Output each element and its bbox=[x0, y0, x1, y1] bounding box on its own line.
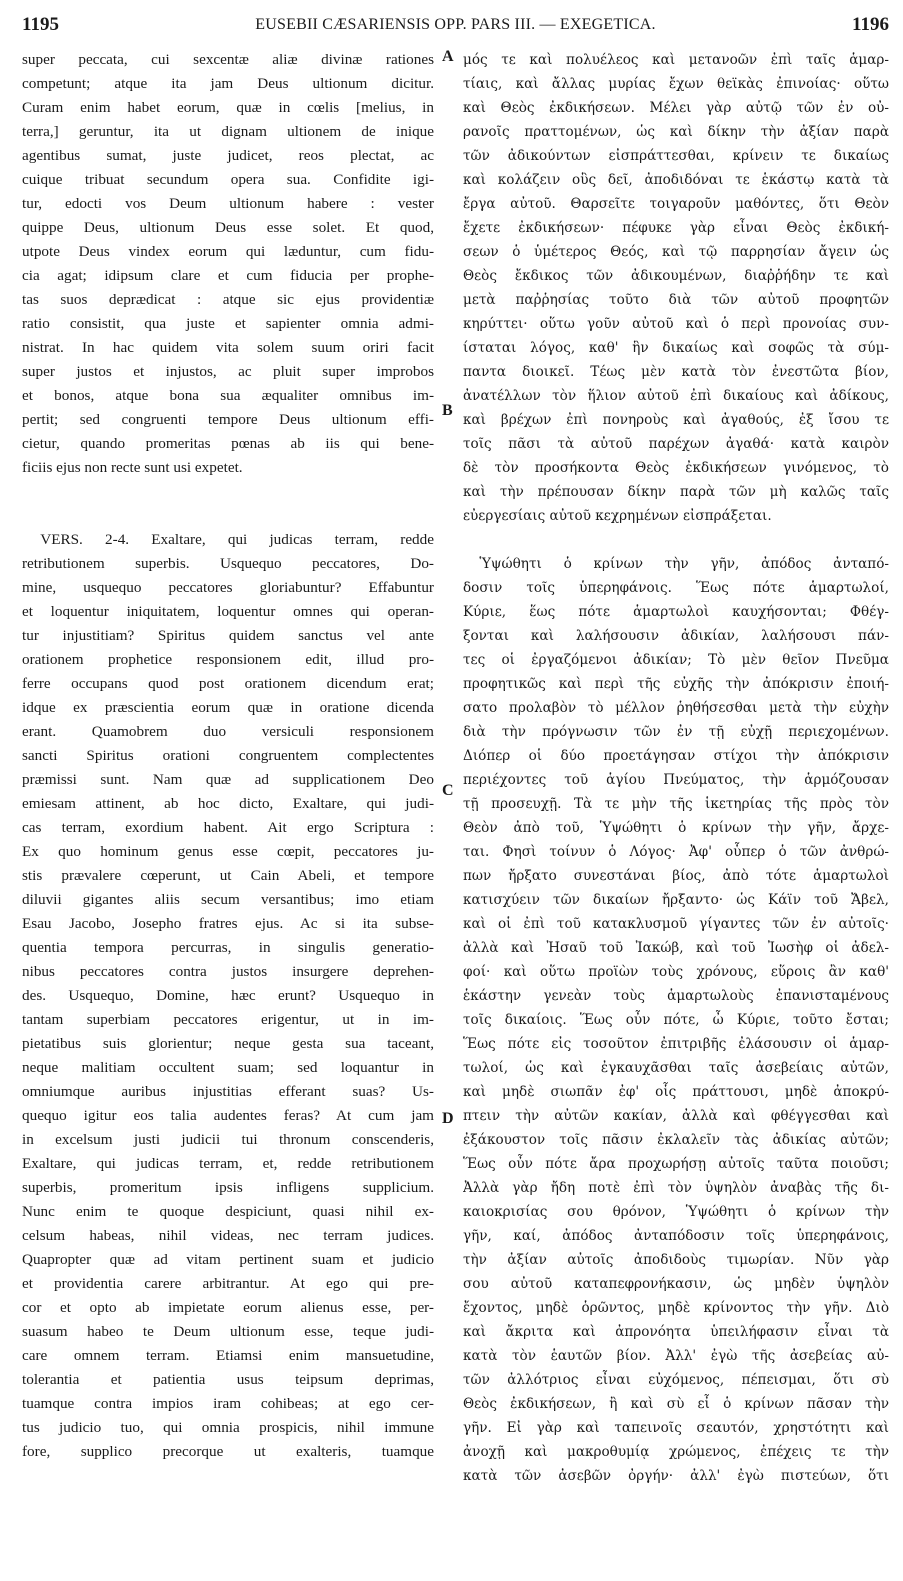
latin-text-line: pietatibus suis glorientur; neque gesta sua taceant, bbox=[22, 1035, 434, 1052]
latin-text-line: tas suos deprædicat : atque sic ejus providentiæ bbox=[22, 291, 434, 308]
latin-text-line: tus judicio tuo, qui omnia prospicis, nihil immune bbox=[22, 1419, 434, 1436]
latin-text-line: tolerantia et patientia usus teipsum deprimas, bbox=[22, 1371, 434, 1388]
greek-text-line: ἔργα αὐτοῦ. Θαρσεῖτε τοιγαροῦν μαθόντες, ὅτι Θεὸν bbox=[463, 196, 889, 212]
latin-text-line: super justos et injustos, ac pluit super improbos bbox=[22, 363, 434, 380]
greek-text-line: Ἕως οὖν πότε ἄρα προχωρήσῃ αὐτοῖς ταῦτα ποιοῦσι; bbox=[463, 1156, 889, 1172]
greek-text-line: καὶ Θεὸς ἐκδικήσεων. Μέλει γὰρ αὐτῷ τῶν ἐν οὐ- bbox=[463, 100, 889, 116]
latin-text-line: ficiis ejus non recte sunt usi expetet. bbox=[22, 459, 243, 476]
greek-text-line: Κύριε, ἕως πότε ἁμαρτωλοὶ καυχήσονται; Φθέγ- bbox=[463, 604, 889, 620]
greek-text-line: Ὑψώθητι ὁ κρίνων τὴν γῆν, ἀπόδος ἀνταπό- bbox=[479, 556, 889, 572]
latin-text-line: quentia tempora percurras, in singulis generatio- bbox=[22, 939, 434, 956]
latin-text-line: cas terram, exordium habent. Ait ergo Scriptura : bbox=[22, 819, 434, 836]
greek-text-line: ίσταται λόγος, καθ' ἣν δικαίως καὶ σοφῶς τὰ σύμ- bbox=[463, 340, 889, 356]
latin-text-line: celsum habeas, nihil videas, nec terram judices. bbox=[22, 1227, 434, 1244]
latin-text-line: idque ex præscientia eorum quæ in oratione dicenda bbox=[22, 699, 434, 716]
greek-text-line: μός τε καὶ πολυέλεος καὶ μετανοῶν ἐπὶ ταῖς ἁμαρ- bbox=[463, 52, 889, 68]
greek-text-line: καιοκρισίας σου θρόνον, Ὑψώθητι ὁ κρίνων τὴν bbox=[463, 1204, 889, 1220]
greek-text-line: ἑκάστην γενεὰν τοὺς ἁμαρτωλοὺς ἐπανισταμένους bbox=[463, 988, 889, 1004]
greek-text-line: ξονται καὶ λαλήσουσιν ἀδικίαν, λαλήσουσι πάν- bbox=[463, 628, 889, 644]
latin-text-line: des. Usquequo, Domine, hæc erunt? Usquequo in bbox=[22, 987, 434, 1004]
latin-text-line: nibus peccatores contra justos insurgere deprehen- bbox=[22, 963, 434, 980]
latin-text-line: suasum habeo te Deum ultionum esse, teque judi- bbox=[22, 1323, 434, 1340]
greek-text-line: κατὰ τῶν ἀσεβῶν ὀργήν· ἀλλ' ἐγὼ πιστεύων, ὅτι bbox=[463, 1468, 889, 1484]
latin-text-line: in excelsum justi judicii tui thronum conscenderis, bbox=[22, 1131, 434, 1148]
latin-text-line: Esau Jacobo, Josepho fratres ejus. Ac si ita subse- bbox=[22, 915, 434, 932]
paragraph-gap bbox=[463, 528, 889, 552]
margin-marker-d: D bbox=[442, 1110, 454, 1127]
greek-text-line: προφητικῶς καὶ περὶ τῆς εὐχῆς τὴν ἀπόκρισιν ἐποιή- bbox=[463, 676, 889, 692]
latin-text-line: retributionem superbis. Usquequo peccatores, Do- bbox=[22, 555, 434, 572]
greek-text-line: τες οἱ ἐργαζόμενοι ἀδικίαν; Τὸ μὲν θεῖον Πνεῦμα bbox=[463, 652, 889, 668]
greek-text-line: ἀνατέλλων τὸν ἥλιον αὐτοῦ ἐπὶ δικαίους καὶ ἀδίκους, bbox=[463, 388, 889, 404]
margin-marker-c: C bbox=[442, 782, 454, 799]
latin-text-line: stis prævalere cœperunt, ut Cain Abeli, et tempore bbox=[22, 867, 434, 884]
latin-text-line: et loquentur iniquitatem, loquentur omnes qui operan- bbox=[22, 603, 434, 620]
greek-text-line: πων ἤρξατο συνεστάναι βίος, ἀπὸ τότε ἁμαρτωλοὶ bbox=[463, 868, 889, 884]
latin-text-line: emiesam attinent, ab hoc dicto, Exaltare, qui judi- bbox=[22, 795, 434, 812]
greek-text-line: καὶ τὴν πρέπουσαν δίκην παρὰ τῶν μὴ καλῶς ταῖς bbox=[463, 484, 889, 500]
greek-text-line: τοῖς δικαίοις. Ἕως οὖν πότε, ὦ Κύριε, τοῦτο ἔσται; bbox=[463, 1012, 889, 1028]
greek-text-line: ἐξάκουστον τοῖς πᾶσιν ἐκλαλεῖν τὰς ἀδικίας αὐτῶν; bbox=[463, 1132, 889, 1148]
latin-text-line: orationem prophetice responsionem edit, illud pro- bbox=[22, 651, 434, 668]
latin-text-line: mine, usquequo peccatores gloriabuntur? Effabuntur bbox=[22, 579, 434, 596]
greek-text-line: δὲ τὸν προσήκοντα Θεὸς ἐκδικήσεων γινόμενος, τὸ bbox=[463, 460, 889, 476]
greek-text-line: ρανοῖς πραττομένων, ὡς καὶ δίκην τὴν ἀξίαν παρὰ bbox=[463, 124, 889, 140]
greek-text-line: ἔχετε ἐκδικήσεων· πέφυκε γὰρ εἶναι Θεὸς ἐκδική- bbox=[463, 220, 889, 236]
greek-text-line: Θεὸς ἔκδικος τῶν ἀδικουμένων, διαῤῥήδην τε καὶ bbox=[463, 268, 889, 284]
latin-text-line: tantam superbiam peccatores erigentur, ut in im- bbox=[22, 1011, 434, 1028]
greek-text-line: καὶ βρέχων ἐπὶ πονηροὺς καὶ ἀγαθούς, ἐξ ἴσου τε bbox=[463, 412, 889, 428]
greek-text-line: ἀλλὰ καὶ Ἠσαῦ τοῦ Ἰακώβ, καὶ τοῦ Ἰωσὴφ οἱ ἀδελ- bbox=[463, 940, 889, 956]
latin-text-line: Curam enim habet eorum, quæ in cœlis [melius, in bbox=[22, 99, 434, 116]
latin-text-line: Exaltare, qui judicas terram, et, redde retributionem bbox=[22, 1155, 434, 1172]
greek-text-line: τῶν ἀδικούντων εἰσπράττεσθαι, κρίνειν τε δικαίως bbox=[463, 148, 889, 164]
latin-text-line: nistrat. In hac quidem vita solem suum oriri facit bbox=[22, 339, 434, 356]
latin-text-line: competunt; atque ita jam Deus ultionum dicitur. bbox=[22, 75, 434, 92]
greek-text-line: εὐεργεσίαις αὐτοῦ κεχρημένων εἰσπράξεται. bbox=[463, 508, 772, 524]
greek-text-line: τοῖς πᾶσι τὰ αὐτοῦ παρέχων ἀγαθά· κατὰ καιρὸν bbox=[463, 436, 889, 452]
latin-text-line: erant. Quamobrem duo versiculi responsionem bbox=[22, 723, 434, 740]
greek-text-line: καὶ μηδὲ σιωπᾶν ἐφ' οἷς πράττουσι, μηδὲ ἀποκρύ- bbox=[463, 1084, 889, 1100]
latin-text-line: pertit; sed congruenti tempore Deus ultionum effi- bbox=[22, 411, 434, 428]
latin-text-line: ferre occupans quod post orationem dicendum erat; bbox=[22, 675, 434, 692]
latin-text-line: diluvii gigantes aliis secum versantibus; imo etiam bbox=[22, 891, 434, 908]
greek-text-line: τωλοί, ὡς καὶ ἐγκαυχᾶσθαι ταῖς ἀσεβείαις αὐτῶν, bbox=[463, 1060, 889, 1076]
greek-text-line: ἀνοχῇ καὶ μακροθυμίᾳ χρώμενος, ἐπέχεις τε τὴν bbox=[463, 1444, 889, 1460]
latin-column bbox=[22, 48, 434, 1464]
latin-text-line: tur, edocti vos Deum ultionum habere : vester bbox=[22, 195, 434, 212]
greek-text-line: τῶν ἀλλότριος εἶναι εὐχόμενος, πέπεισμαι, ὅτι σὺ bbox=[463, 1372, 889, 1388]
margin-marker-a: A bbox=[442, 48, 454, 65]
greek-text-line: καὶ ἄκριτα καὶ ἀπρονόητα ὑπειλήφασιν εἶναι τὰ bbox=[463, 1324, 889, 1340]
greek-text-line: γῆν. Εἰ γὰρ καὶ ταπεινοῖς σεαυτόν, χρηστότητι καὶ bbox=[463, 1420, 889, 1436]
greek-text-line: φοί· καὶ οὕτω προϊὼν τοὺς χρόνους, εὕροις ἂν καθ' bbox=[463, 964, 889, 980]
latin-text-line: tuamque contra impios iram cohibeas; at ego cer- bbox=[22, 1395, 434, 1412]
latin-text-line: care omnem terram. Etiamsi enim mansuetudine, bbox=[22, 1347, 434, 1364]
greek-text-line: παντα διοικεῖ. Τέως μὲν κατὰ τὸν ἐνεστῶτα βίον, bbox=[463, 364, 889, 380]
latin-text-line: terra,] geruntur, ita ut dignam ultionem de inique bbox=[22, 123, 434, 140]
greek-text-line: κηρύττει· οὕτω γοῦν αὐτοῦ καὶ ὁ περὶ προνοίας συν- bbox=[463, 316, 889, 332]
latin-text-line: VERS. 2-4. Exaltare, qui judicas terram, redde bbox=[40, 531, 434, 548]
greek-text-line: τὴν ἀξίαν αὐτοῖς ἀποδιδοὺς τιμωρίαν. Νῦν γὰρ bbox=[463, 1252, 889, 1268]
latin-text-line: super peccata, cui sexcentæ aliæ divinæ rationes bbox=[22, 51, 434, 68]
greek-text-line: πτειν τὴν αὐτῶν κακίαν, ἀλλὰ καὶ φθέγγεσθαι καὶ bbox=[463, 1108, 889, 1124]
latin-text-line: sancti Spiritus orationi congruentem complectentes bbox=[22, 747, 434, 764]
latin-text-line: et bonos, atque bona sua æqualiter omnibus im- bbox=[22, 387, 434, 404]
paragraph-gap bbox=[22, 480, 434, 528]
greek-text-line: Ἀλλὰ γὰρ ἤδη ποτὲ ἐπὶ τὸν ὑψηλὸν ἀναβὰς τῆς δι- bbox=[463, 1180, 889, 1196]
greek-text-line: δοσιν τοῖς ὑπερηφάνοις. Ἕως πότε ἁμαρτωλοί, bbox=[463, 580, 889, 596]
latin-text-line: præmissi sunt. Nam quæ ad supplicationem Deo bbox=[22, 771, 434, 788]
latin-text-line: agentibus sumat, juste judicet, reos plectat, ac bbox=[22, 147, 434, 164]
latin-text-line: quequo igitur eos talia audentes feras? At cum jam bbox=[22, 1107, 434, 1124]
greek-text-line: κατὰ τὸν ἑαυτῶν βίον. Ἀλλ' ἐγὼ τῆς ἀσεβείας αὐ- bbox=[463, 1348, 889, 1364]
latin-text-line: quippe Deus, ultionum Deus esse solet. Et quod, bbox=[22, 219, 434, 236]
latin-text-line: ratio consistit, qua juste et sapienter omnia admi- bbox=[22, 315, 434, 332]
right-page-number: 1196 bbox=[852, 14, 889, 35]
greek-text-line: Διόπερ οἱ δύο προετάγησαν στίχοι τὴν ἀπόκρισιν bbox=[463, 748, 889, 764]
greek-text-line: ἔχοντος, μηδὲ ὁρῶντος, μηδὲ κρίνοντος τὴν γῆν. Διὸ bbox=[463, 1300, 889, 1316]
latin-text-line: cietur, quando promeritas pœnas ab iis qui bene- bbox=[22, 435, 434, 452]
greek-column bbox=[463, 48, 889, 1488]
greek-text-line: κατισχύειν τῶν δικαίων ἤρξαντο· ὡς Κάϊν τοῦ Ἄβελ, bbox=[463, 892, 889, 908]
greek-text-line: σεων ὁ ὑμέτερος Θεός, καὶ τῷ παρρησίαν ἄγειν ὡς bbox=[463, 244, 889, 260]
latin-text-line: Ex quo hominum genus esse cœpit, peccatores ju- bbox=[22, 843, 434, 860]
latin-text-line: Nunc enim te quoque despiciunt, quasi nihil ex- bbox=[22, 1203, 434, 1220]
greek-text-line: γῆν, καί, ἀπόδος ἀνταπόδοσιν τοῖς ὑπερηφάνοις, bbox=[463, 1228, 889, 1244]
greek-text-line: διὰ τὴν πρόγνωσιν τῶν ἐν τῇ εὐχῇ περιεχομένων. bbox=[463, 724, 889, 740]
latin-text-line: cuique tribuat secundum opera sua. Confidite igi- bbox=[22, 171, 434, 188]
latin-text-line: et providentia carere arbitrantur. At ego qui pre- bbox=[22, 1275, 434, 1292]
latin-text-line: Quapropter quæ ad vitam pertinent suam et judicio bbox=[22, 1251, 434, 1268]
greek-text-line: μετὰ παῤῥησίας τοῦτο διὰ τῶν αὐτοῦ προφητῶν bbox=[463, 292, 889, 308]
greek-text-line: τίαις, καὶ ἄλλας μυρίας ἔχων θεϊκὰς ἐπινοίας· οὕτω bbox=[463, 76, 889, 92]
greek-text-line: τῇ προσευχῇ. Τὰ τε μὴν τῆς ἱκετηρίας τῆς πρὸς τὸν bbox=[463, 796, 889, 812]
greek-text-line: σατο προλαβὸν τὸ μέλλον ῥηθήσεσθαι μετὰ τὴν εὐχὴν bbox=[463, 700, 889, 716]
latin-text-line: superbis, promeritum ipsis infligens supplicium. bbox=[22, 1179, 434, 1196]
latin-text-line: utpote Deus vindex eorum qui læduntur, cum fidu- bbox=[22, 243, 434, 260]
margin-marker-b: B bbox=[442, 402, 453, 419]
greek-text-line: Θεὸς ἐκδικήσεων, ἢ καὶ σὺ εἶ ὁ κρίνων πᾶσαν τὴν bbox=[463, 1396, 889, 1412]
greek-text-line: περιέχοντες τοῦ ἁγίου Πνεύματος, τὴν ἁρμόζουσαν bbox=[463, 772, 889, 788]
page-header bbox=[22, 14, 889, 44]
greek-text-line: ται. Φησὶ τοίνυν ὁ Λόγος· Ἀφ' οὗπερ ὁ τῶν ἀνθρώ- bbox=[463, 844, 889, 860]
greek-text-line: καὶ κολάζειν οὓς δεῖ, ἀποδιδόναι τε ἑκάστῳ κατὰ τὰ bbox=[463, 172, 889, 188]
greek-text-line: σου αὐτοῦ καταπεφρονήκασιν, ὡς μηδὲν ὑψηλὸν bbox=[463, 1276, 889, 1292]
latin-text-line: fore, supplico precorque ut exalteris, tuamque bbox=[22, 1443, 434, 1460]
running-title: EUSEBII CÆSARIENSIS OPP. PARS III. — EXEGETICA. bbox=[255, 16, 656, 33]
latin-text-line: omniumque auribus injustitias efferant suas? Us- bbox=[22, 1083, 434, 1100]
greek-text-line: Θεὸν ἀπὸ τοῦ, Ὑψώθητι ὁ κρίνων τὴν γῆν, ἄρχε- bbox=[463, 820, 889, 836]
greek-text-line: Ἕως πότε εἰς τοσοῦτον ἐπιτριβῆς ἐλάσουσιν οἱ ἁμαρ- bbox=[463, 1036, 889, 1052]
latin-text-line: cor et opto ab impietate eorum alienus esse, per- bbox=[22, 1299, 434, 1316]
left-page-number: 1195 bbox=[22, 14, 59, 35]
latin-text-line: cia agat; idipsum clare et cum fiducia per prophe- bbox=[22, 267, 434, 284]
latin-text-line: neque malitiam occultent suam; sed loquantur in bbox=[22, 1059, 434, 1076]
latin-text-line: tur injustitiam? Spiritus quidem sanctus vel ante bbox=[22, 627, 434, 644]
greek-text-line: καὶ οἱ ἐπὶ τοῦ κατακλυσμοῦ γίγαντες τῶν ἐν αὐτοῖς· bbox=[463, 916, 889, 932]
